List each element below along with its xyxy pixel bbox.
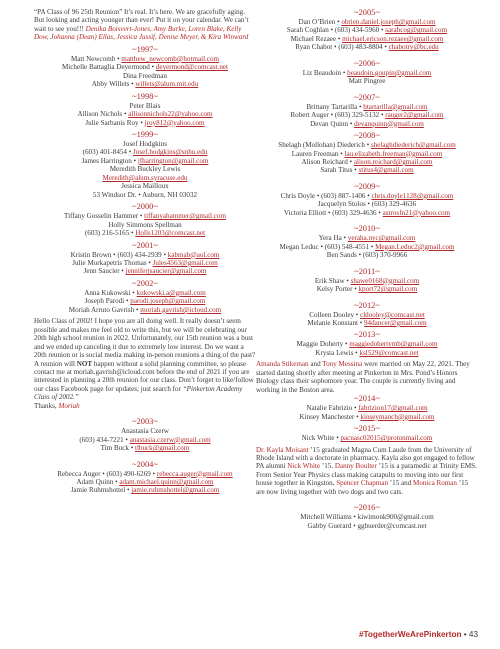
reunion-announcement — [34, 8, 256, 42]
email-link[interactable]: moriah.gavrish@icloud.com — [140, 305, 222, 314]
contact-line: Moriah Arruto Gavrish • moriah.gavrish@icloud.com — [68, 305, 222, 314]
email-link[interactable]: kukowski.a@gmail.com — [136, 288, 206, 297]
email-link[interactable]: Josef.hodgkins@snhu.edu — [133, 148, 208, 157]
year-2003-heading: ~2003~ — [132, 417, 158, 427]
contact-line: Maggie Doherty • maggiedohertymb@gmail.com — [296, 340, 438, 349]
contact-line: Devan Quinn • devanquinn@gmail.com — [310, 119, 424, 128]
contact-line: Chris Doyle • (603) 887-1406 • chris.doyle1128@gmail.com — [280, 191, 454, 200]
contact-line: James Harrington • jfharrington@gmail.com — [81, 156, 209, 165]
contact-line: Melanie Konstant • 94dancer@gmail.com — [307, 318, 427, 327]
right-column — [256, 8, 478, 530]
email-link[interactable]: allisonnichols22@yahoo.com — [128, 110, 213, 119]
contact-line: Ben Sands • (603) 370-9966 — [326, 251, 408, 260]
contact-line: Victoria Elliott • (603) 329-4636 • astrosfn21@yahoo.com — [283, 208, 451, 217]
contact-line: Kinsey Manchester • kinseymanch@gmail.com — [299, 412, 435, 421]
email-link[interactable]: fabrizion17@gmail.com — [358, 404, 428, 413]
year-1999-heading: ~1999~ — [132, 129, 158, 139]
contact-line: (603) 401-8454 • Josef.hodgkins@snhu.edu — [82, 148, 208, 157]
left-column — [34, 8, 256, 495]
contact-line: Nick White • pacnasc02015@protonmail.com — [301, 434, 433, 443]
contact-line: Gabby Guerard • ggbuerder@comcast.net — [307, 521, 427, 530]
email-link[interactable]: rebecca.auger@gmail.com — [156, 469, 233, 478]
contact-line: Holly Simmons Spellman — [108, 220, 182, 229]
contact-line: Kelsy Porter • kport72@gmail.com — [316, 285, 418, 294]
email-link[interactable]: sarahcog@gmail.com — [385, 26, 448, 35]
email-link[interactable]: beaudoin.goupin@gmail.com — [347, 68, 432, 77]
email-link[interactable]: maggiedohertymb@gmail.com — [349, 340, 438, 349]
contact-line: Allison Nichols • allisonnichols22@yahoo.com — [77, 110, 213, 119]
contact-line: Anna Kukowski • kukowski.a@gmail.com — [84, 288, 206, 297]
year-1997-heading: ~1997~ — [132, 44, 158, 54]
email-link[interactable]: adam.michael.quinn@gmail.com — [119, 478, 214, 487]
email-link[interactable]: tlbuck@gmail.com — [134, 444, 190, 453]
contact-line: (603) 216-5165 • Holls1203@comcast.net — [84, 229, 206, 238]
contact-line: Megan Leduc • (603) 548-4551 • Megan.Leduc2@gmail.com — [279, 242, 455, 251]
year-2007-heading: ~2007~ — [354, 92, 380, 102]
email-link[interactable]: kport72@gmail.com — [358, 285, 418, 294]
contact-line: Tim Buck • tlbuck@gmail.com — [100, 444, 190, 453]
class-2013-note: Amanda Stikeman and Tony Messina were married on May 22, 2021. They started dating shortly after meeting at Pinkerton in Mrs. Pond’s Honors Biology class their sophomore year. The couple is currently living and working in the Boston area. — [256, 360, 470, 394]
contact-line: Michael Rezaee • michael.ericson.rezaee@gmail.com — [290, 34, 444, 43]
email-link[interactable]: devanquinn@gmail.com — [354, 119, 424, 128]
email-link[interactable]: jamie.ruhmshottel@gmail.com — [131, 486, 220, 495]
email-link[interactable]: kinseymanch@gmail.com — [360, 412, 435, 421]
year-2005-heading: ~2005~ — [354, 8, 380, 17]
contact-line: Liz Beaudoin • beaudoin.goupin@gmail.com — [302, 68, 432, 77]
contact-line: Colleen Dooley • cldooley@comcast.net — [309, 310, 425, 319]
contact-line: Michelle Battaglia Deyermond • deyermond@comcast.net — [61, 63, 229, 72]
year-2009-heading: ~2009~ — [354, 181, 380, 191]
contact-line: Brittany Tartarilla • btartarilla@gmail.com — [306, 102, 428, 111]
email-link[interactable]: Holls1203@comcast.net — [135, 229, 206, 238]
email-link[interactable]: chabotry@bc.edu — [388, 43, 439, 52]
email-link[interactable]: kabmab@aol.com — [167, 250, 220, 259]
email-link[interactable]: shelaghdiederich@gmail.com — [370, 141, 456, 150]
year-2004-heading: ~2004~ — [132, 459, 158, 469]
email-link[interactable]: tiffanyahammer@gmail.com — [144, 212, 226, 221]
year-2006-heading: ~2006~ — [354, 58, 380, 68]
class-2015-note: Dr. Kayla Moisant ’15 graduated Magna Cum Laude from the University of Rhode Island with a doctorate in pharmacy. Kayla also got engaged to fellow PA alumni Nick White ’15. Danny Boulter ’15 is a paramedic at Trinity EMS. From Senior Year Physics class making catapults to moving into our first house together in Kingston, Spencer Chapman ’15 and Monica Roman ’15 are now living together with two dogs and two cats. — [256, 445, 477, 496]
note-signoff: Thanks, Moriah — [34, 401, 80, 410]
contact-line: Shelagh (Mollohan) Diederich • shelaghdiederich@gmail.com — [278, 141, 456, 150]
contact-line: Dan O’Brien • obrien.daniel.joseph@gmail.com — [298, 18, 436, 26]
contact-line: Julie Sarbanis Roy • jroy812@yahoo.com — [85, 118, 205, 127]
year-2001-heading: ~2001~ — [132, 240, 158, 250]
email-link[interactable]: lau.elizabeth.freeman@gmail.com — [344, 149, 443, 158]
class-2002-note: Hello Class of 2002! I hope you are all doing well. It really doesn’t seem possible and makes me feel old to write this, but we will be celebrating our 20th high school reunion in 2022. Unfortunately, our 15th reunion was a bust and we ended up canceling it due to extremely low interest. Do we want a 20th reunion or is social media making in-person reunions a thing of the past? A reunion will NOT happen without a solid planning committee, so please contact me at moriah.gavrish@icloud.com before the end of 2021 if you are interested in planning a 20th reunion for our class. Don’t forget to like/follow our class Facebook page for updates; just search for “Pinkerton Academy Class of 2002.” — [34, 317, 256, 402]
contact-line: Peter Blais — [129, 101, 161, 110]
contact-line: Erik Shaw • shawe0168@gmail.com — [314, 276, 420, 285]
contact-line: Meredith Buckley Lewis — [109, 165, 181, 174]
email-link[interactable]: cldooley@comcast.net — [360, 310, 425, 319]
email-link[interactable]: alison.reichard@gmail.com — [353, 157, 433, 166]
email-link[interactable]: deyermond@comcast.net — [155, 63, 229, 72]
page-number: 43 — [468, 630, 478, 639]
announcement-signers: Denika Boisvert-Jones, Amy Burke, Loren Blake, Kelly Dow, Johanna (Dean) Ellas, Jessica Jussif, Denise Meyer, & Kira Winward — [34, 24, 249, 42]
email-link[interactable]: obrien.daniel.joseph@gmail.com — [341, 18, 436, 26]
contact-line: Rebecca Auger • (603) 490-6269 • rebecca.auger@gmail.com — [57, 469, 233, 478]
contact-line: Joseph Parodi • parodi.joseph@gmail.com — [84, 297, 206, 306]
contact-line: Alison Reichard • alison.reichard@gmail.com — [301, 157, 433, 166]
contact-line: Adam Quinn • adam.michael.quinn@gmail.com — [76, 478, 214, 487]
email-link[interactable]: stitus4@gmail.com — [358, 166, 414, 175]
email-link[interactable]: btartarilla@gmail.com — [363, 102, 428, 111]
contact-line: Matt Newcomb • matthew_newcomb@hotmail.com — [70, 54, 220, 63]
contact-line: Krysta Lewis • ksl529@comcast.net — [315, 348, 419, 357]
contact-line: Natalie Fabrizio • fabrizion17@gmail.com — [306, 404, 428, 413]
contact-line: Jessica Mailloux — [121, 182, 169, 191]
year-2002-heading: ~2002~ — [132, 278, 158, 288]
email-link[interactable]: Meredith@alum.syracuse.edu — [102, 173, 188, 182]
year-2012-heading: ~2012~ — [354, 300, 380, 310]
year-2011-heading: ~2011~ — [354, 266, 380, 276]
email-link[interactable]: ksl529@comcast.net — [359, 348, 419, 357]
email-link[interactable]: Jules4563@gmail.com — [152, 258, 218, 267]
year-2016-heading: ~2016~ — [354, 503, 380, 513]
contact-line: Robert Auger • (603) 329-5132 • rauger2@gmail.com — [290, 111, 444, 120]
hashtag: #TogetherWeArePinkerton — [358, 630, 462, 639]
email-link[interactable]: jroy812@yahoo.com — [144, 118, 205, 127]
contact-line: Sarah Titus • stitus4@gmail.com — [320, 166, 414, 175]
year-2014-heading: ~2014~ — [354, 394, 380, 404]
year-2010-heading: ~2010~ — [354, 224, 380, 234]
email-link[interactable]: shawe0168@gmail.com — [350, 276, 420, 285]
year-2013-heading: ~2013~ — [354, 330, 380, 340]
contact-line: Anastasia Czerw — [121, 427, 169, 436]
contact-line: Josef Hodgkins — [123, 139, 167, 148]
email-link[interactable]: Megan.Leduc2@gmail.com — [375, 242, 455, 251]
year-2008-heading: ~2008~ — [354, 131, 380, 141]
contact-line: Abby Willets • willets@alum.mit.edu — [91, 80, 199, 89]
announcement-text: “PA Class of 96 25th Reunion” It’s real. It’s here. We are gracefully aging. But looking and acting younger than ever! Put it on your calendar. We can’t wait to see you!!! — [34, 8, 249, 33]
contact-line: Tiffany Gosselin Hammer • tiffanyahammer@gmail.com — [64, 212, 226, 221]
email-link[interactable]: chris.doyle1128@gmail.com — [371, 191, 454, 200]
email-link[interactable]: willets@alum.mit.edu — [135, 80, 199, 89]
email-link[interactable]: rauger2@gmail.com — [385, 111, 444, 120]
contact-line: (603) 434-7221 • anastasia.czerw@gmail.com — [79, 435, 211, 444]
contact-line: Dina Freedman — [123, 71, 167, 80]
contact-line: Sarah Coghlan • (603) 434-5960 • sarahcog@gmail.com — [286, 26, 448, 35]
email-link[interactable]: parodi.joseph@gmail.com — [130, 297, 206, 306]
email-link[interactable]: yeraha.nyc@gmail.com — [347, 234, 416, 243]
email-link[interactable]: pacnasc02015@protonmail.com — [340, 434, 433, 443]
contact-line: Matt Pingree — [348, 77, 386, 86]
contact-line: Kristin Brown • (603) 434-2939 • kabmab@aol.com — [70, 250, 220, 259]
email-link[interactable]: jenniferjsaucier@gmail.com — [125, 267, 207, 276]
year-2015-heading: ~2015~ — [354, 424, 380, 434]
email-link[interactable]: astrosfn21@yahoo.com — [382, 208, 451, 217]
contact-line: Yera Ha • yeraha.nyc@gmail.com — [318, 234, 416, 243]
year-2000-heading: ~2000~ — [132, 202, 158, 212]
contact-line: Ryan Chabot • (603) 483-8804 • chabotry@bc.edu — [295, 43, 439, 52]
year-1998-heading: ~1998~ — [132, 91, 158, 101]
contact-line: Mitchell Williams • kiwimonk900@gmail.com — [300, 513, 434, 522]
email-link[interactable]: jfharrington@gmail.com — [137, 156, 209, 165]
contact-line: Jacquelyn Stolos • (603) 329-4636 — [317, 200, 417, 209]
contact-line: Jenn Saucier • jenniferjsaucier@gmail.com — [83, 267, 207, 276]
page-footer: #TogetherWeArePinkerton • 43 — [358, 630, 478, 639]
email-link[interactable]: anastasia.czerw@gmail.com — [129, 435, 211, 444]
contact-line: Jamie Ruhmshottel • jamie.ruhmshottel@gmail.com — [70, 486, 220, 495]
contact-line: Lauren Freeman • lau.elizabeth.freeman@gmail.com — [291, 149, 443, 158]
email-link[interactable]: matthew_newcomb@hotmail.com — [121, 54, 220, 63]
contact-line: Julie Morkapetris Thomas • Jules4563@gmail.com — [72, 258, 218, 267]
address-line: 53 Windsor Dr. • Auburn, NH 03032 — [92, 190, 198, 199]
signature: Moriah — [58, 401, 80, 410]
email-link[interactable]: michael.ericson.rezaee@gmail.com — [342, 34, 444, 43]
email-link[interactable]: 94dancer@gmail.com — [364, 318, 427, 327]
